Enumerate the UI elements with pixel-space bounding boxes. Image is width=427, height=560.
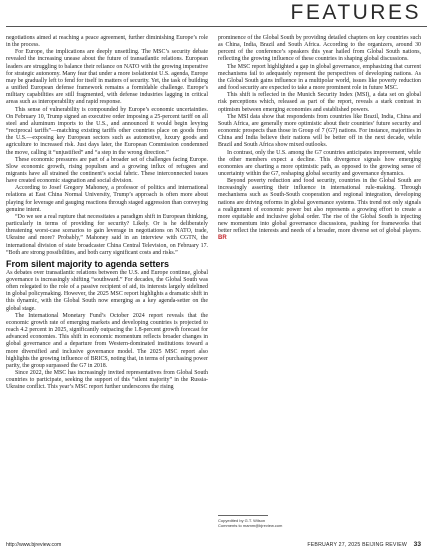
body-paragraph xyxy=(6,157,208,186)
paragraph-text: “Do we see a real rupture that necessitates a paradigm shift in European thinking, particularly in terms of providing for security? Likely. Or is he deliberately threatening worst-case scenarios to gain leverage in negotiations on NATO, trade, Ukraine and more? Probably,” Mahoney said in an interview with CGTN, the international division of state broadcaster China Central Television, on February 17. “Both are strong possibilities, and both carry significant costs and risks.” xyxy=(6,213,208,256)
paragraph-text: Since 2022, the MSC has increasingly invited representatives from Global South countries to participate, seeking the support of this “silent majority” in the Russia-Ukraine conflict. This year’s MSC report further underscores the rising xyxy=(6,370,208,391)
body-paragraph xyxy=(218,64,421,93)
credit-rule xyxy=(218,515,268,516)
body-paragraph xyxy=(6,313,208,370)
body-paragraph xyxy=(218,114,421,150)
body-paragraph xyxy=(6,107,208,157)
paragraph-text: This sense of vulnerability is compounded by Europe’s economic uncertainties. On February 10, Trump signed an executive order imposing a 25-percent tariff on all steel and aluminum imports to the U.S., and announced it would begin levying “reciprocal tariffs”—matching existing tariffs other countries place on goods from the U.S.—exposing key European sectors such as automotive, luxury goods and agriculture to increased risk. Just days later, the European Commission condemned the move, calling it “unjustified” and “a step in the wrong direction.” xyxy=(6,106,208,156)
paragraph-text: negotiations aimed at reaching a peace agreement, further diminishing Europe’s role in the process. xyxy=(6,35,208,49)
paragraph-text: These economic pressures are part of a broader set of challenges facing Europe. Slow economic growth, rising populism and a growing influx of refugees and migrants have all strained the continent’s social fabric. These interconnected issues have created economic stagnation and social division. xyxy=(6,156,208,185)
body-paragraph xyxy=(6,270,208,313)
paragraph-text: The MSC report highlighted a gap in global governance, emphasizing that current mechanisms fail to adequately represent the perspectives of developing nations. As the Global South gains influence in a multipolar world, issues like poverty reduction and food security are expected to take a more prominent role in future MSC. xyxy=(218,63,421,92)
paragraph-text: Beyond poverty reduction and food security, countries in the Global South are increasingly asserting their influence in international rule-making. Through mechanisms such as South-South cooperation and regional integration, developing nations are driving reforms in global governance systems. This trend not only signals a realignment of economic power but also represents a growing effort to create a more equitable and inclusive global order. The rise of the Global South is injecting new momentum into global governance discussions, pushing for frameworks that better reflect the interests and needs of a broader, more diverse set of global players. xyxy=(218,178,421,235)
copyedit-line: Copyedited by G.T. Wilson xyxy=(218,517,266,523)
body-paragraph xyxy=(6,214,208,257)
comments-email-line: Comments to mamm@bjreview.com xyxy=(218,522,283,528)
header-rule xyxy=(6,26,427,27)
body-paragraph xyxy=(6,185,208,214)
footer-url[interactable]: http://www.bjreview.com xyxy=(6,542,62,548)
body-paragraph xyxy=(6,49,208,106)
left-paragraphs-after xyxy=(6,270,208,392)
paragraph-text: In contrast, only the U.S. among the G7 countries anticipates improvement, while the other members expect a decline. This divergence signals how emerging economies are charting a more optimistic path, as opposed to the growing sense of uncertainty within the G7, reshaping global security and governance dynamics. xyxy=(218,149,421,177)
paragraph-text: The MSI data show that respondents from countries like Brazil, India, China and South Africa, are generally more optimistic about their countries’ future security and economic prospects than those in Group of 7 (G7) nations. For instance, majorities in China and India believe their nations will be better off in the next decade, while Brazil and South Africa show mixed outlooks. xyxy=(218,113,421,149)
page-number: 33 xyxy=(413,541,421,548)
section-header xyxy=(0,0,427,28)
paragraph-text: For Europe, the implications are deeply unsettling. The MSC’s security debate revealed the increasing unease about the future of transatlantic relations. European leaders are struggling to balance their reliance on NATO with the growing imperative for strategic autonomy. Many fear that under a more isolationist U.S. agenda, Europe may be gradually left to fend for itself in matters of security. Yet, the task of building a unified European defense framework remains a formidable challenge. Europe’s military capabilities are still fragmented, with defense industries lagging in critical areas such as interoperability and rapid response. xyxy=(6,49,208,106)
section-label: FEATURES xyxy=(290,1,421,24)
section-subhead: From silent majority to agenda setters xyxy=(6,258,170,269)
left-column xyxy=(6,35,208,392)
right-paragraphs xyxy=(218,35,421,243)
footer-issue-date: FEBRUARY 27, 2025 BEIJING REVIEW xyxy=(307,542,407,548)
body-paragraph xyxy=(6,35,208,49)
paragraph-text: This shift is reflected in the Munich Security Index (MSI), a data set on global risk perceptions which, released as part of the report, reveals a stark contrast in optimism between emerging economies and established powers. xyxy=(218,92,421,113)
body-paragraph xyxy=(218,150,421,179)
paragraph-text: prominence of the Global South by providing detailed chapters on key countries such as China, India, Brazil and South Africa. According to the organizers, around 30 percent of the conference’s speakers this year hailed from Global South nations, reflecting the growing influence of these countries in shaping global discussions. xyxy=(218,35,421,63)
body-paragraph xyxy=(6,370,208,391)
body-paragraph xyxy=(218,178,421,242)
page-footer xyxy=(6,542,421,552)
end-mark: BR xyxy=(218,235,227,242)
body-paragraph xyxy=(218,92,421,113)
paragraph-text: As debates over transatlantic relations between the U.S. and Europe continue, global governance is increasingly shifting “southward.” For decades, the Global South was often relegated to the role of a passive recipient of aid, its interests largely sidelined in global policymaking. However, the 2025 MSC report highlights a dramatic shift in this dynamic, with the Global South now emerging as a key agenda-setter on the global stage. xyxy=(6,269,208,312)
paragraph-text: The International Monetary Fund’s October 2024 report reveals that the economic growth rate of emerging markets and developing countries is projected to reach 4.2 percent in 2025, significantly outpacing the 1.8-percent growth forecast for advanced economies. This shift in economic momentum reflects broader changes in global governance and a departure from Western-dominated institutions toward a more diversified and inclusive governance model. The 2025 MSC report also highlights the growing influence of BRICS, noting that, in terms of purchasing power parity, the group surpassed the G7 in 2018. xyxy=(6,312,208,369)
copyedit-credit xyxy=(218,515,421,528)
right-column xyxy=(218,35,421,243)
paragraph-text: According to Josef Gregory Mahoney, a professor of politics and international relations at East China Normal University, Trump’s approach is often more about playing for leverage and gauging reactions through staged aggression than conveying genuine intent. xyxy=(6,185,208,213)
body-paragraph xyxy=(218,35,421,64)
left-paragraphs-before xyxy=(6,35,208,257)
